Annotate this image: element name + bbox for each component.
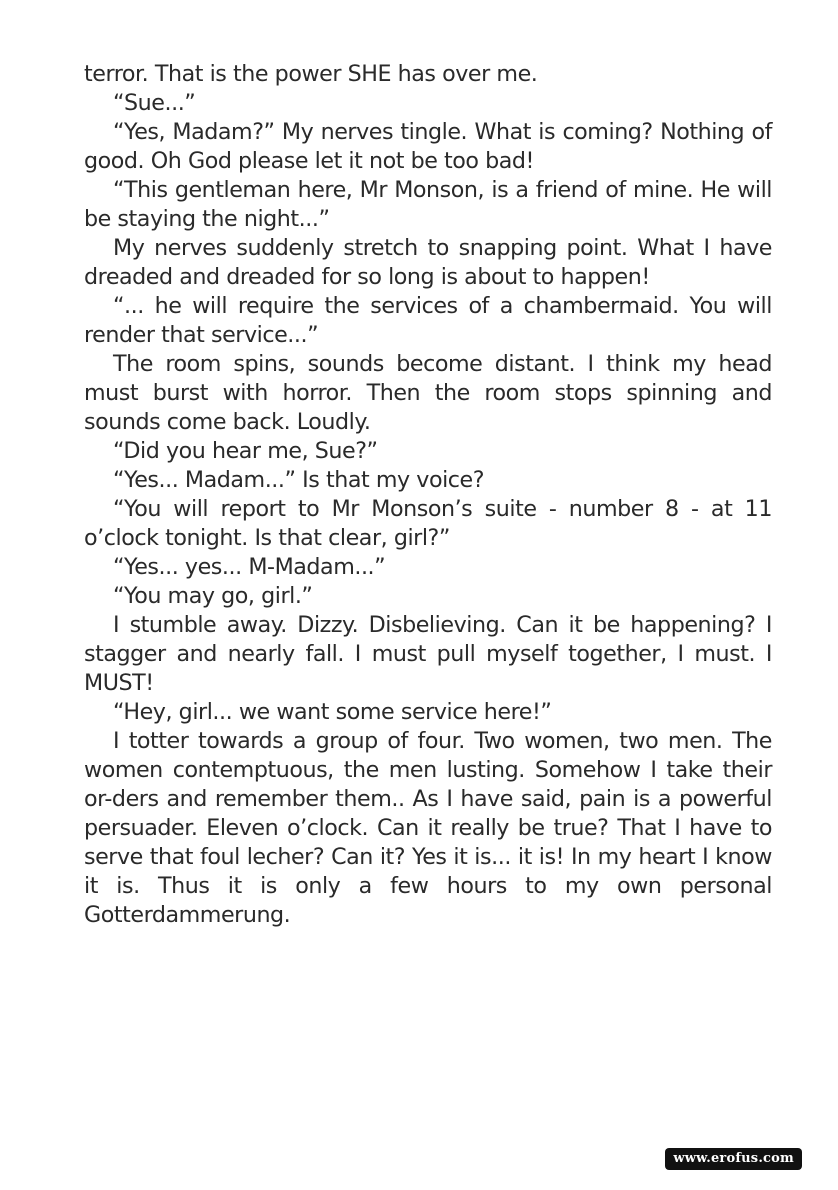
page-text-block (84, 60, 772, 930)
paragraph: I totter towards a group of four. Two women, two men. The women contemptuous, the men lusting. Somehow I take their or-ders and remember them.. As I have said, pain is a powerful persuader. Eleven o’clock. Can it really be true? That I have to serve that foul lecher? Can it? Yes it is... it is! In my heart I know it is. Thus it is only a few hours to my own personal Gotterdammerung. (84, 728, 772, 928)
paragraph: My nerves suddenly stretch to snapping point. What I have dreaded and dreaded for so long is about to happen! (84, 235, 772, 290)
paragraph: I stumble away. Dizzy. Disbelieving. Can it be happening? I stagger and nearly fall. I must pull myself together, I must. I MUST! (84, 612, 772, 696)
paragraph: “Yes... Madam...” Is that my voice? (113, 467, 485, 493)
paragraph: “You may go, girl.” (113, 583, 313, 609)
paragraph: “... he will require the services of a chambermaid. You will render that service...” (84, 293, 772, 348)
paragraph: The room spins, sounds become distant. I think my head must burst with horror. Then the room stops spinning and sounds come back. Loudly. (84, 351, 772, 435)
paragraph: “You will report to Mr Monson’s suite - number 8 - at 11 o’clock tonight. Is that clear, girl?” (84, 496, 772, 551)
paragraph: “Did you hear me, Sue?” (113, 438, 378, 464)
paragraph: “Yes... yes... M-Madam...” (113, 554, 386, 580)
paragraph: “This gentleman here, Mr Monson, is a friend of mine. He will be staying the night...” (84, 177, 772, 232)
watermark-badge: www.erofus.com (665, 1148, 802, 1170)
paragraph: terror. That is the power SHE has over me. (84, 61, 538, 87)
paragraph: “Sue...” (113, 90, 196, 116)
paragraph: “Hey, girl... we want some service here!” (113, 699, 552, 725)
paragraph: “Yes, Madam?” My nerves tingle. What is coming? Nothing of good. Oh God please let it not be too bad! (84, 119, 772, 174)
